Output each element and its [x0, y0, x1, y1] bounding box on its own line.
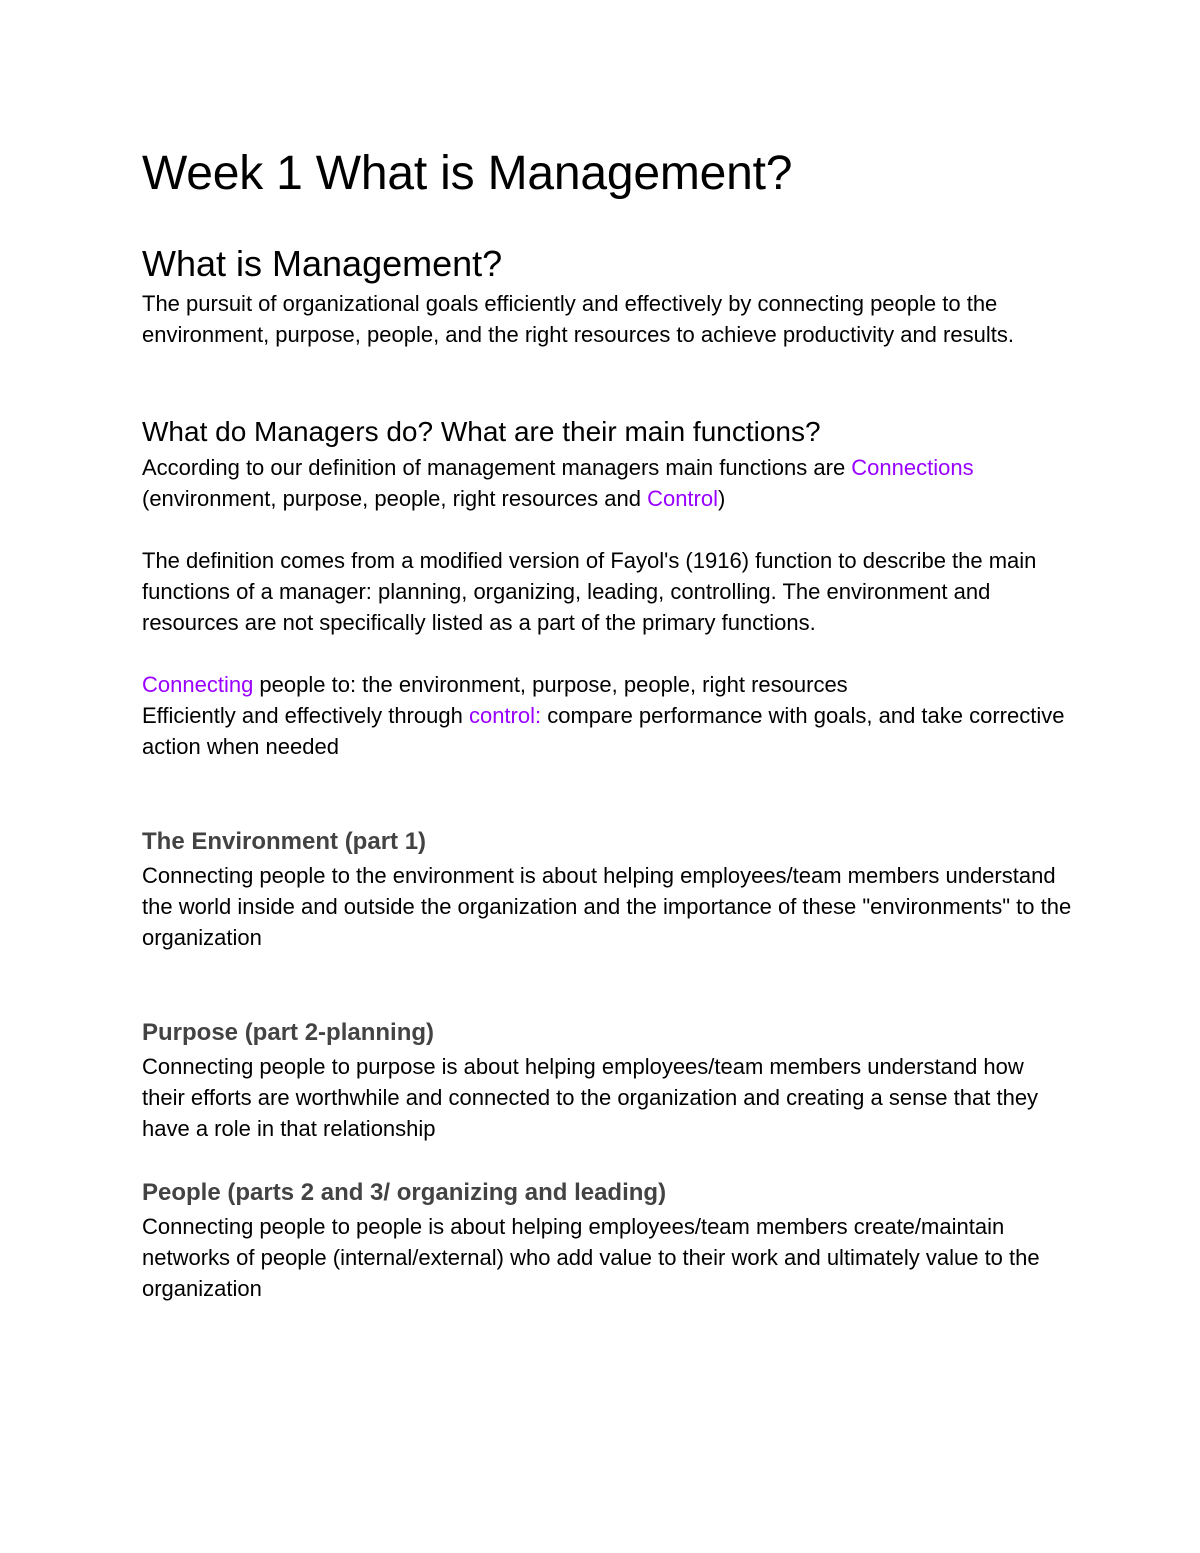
spacer [142, 514, 1072, 545]
control-term: Control [647, 486, 718, 511]
spacer [142, 762, 1072, 824]
functions-text: ) [718, 486, 726, 511]
functions-text: According to our definition of management managers main functions are [142, 455, 852, 480]
document-page [142, 138, 1072, 1304]
connections-term: Connections [851, 455, 974, 480]
people-paragraph: Connecting people to people is about helping employees/team members create/maintain networks of people (internal/external) who add value to their work and ultimately value to the organization [142, 1214, 1040, 1301]
section-heading-managers-functions: What do Managers do? What are their main functions? [142, 416, 821, 447]
connecting-text: compare performance with goals, and take corrective action when needed [142, 703, 1065, 759]
section-heading-environment: The Environment (part 1) [142, 828, 427, 855]
spacer [142, 953, 1072, 1015]
spacer [142, 638, 1072, 669]
environment-paragraph: Connecting people to the environment is about helping employees/team members understand the world inside and outside the organization and the importance of these "environments" to the organization [142, 863, 1072, 950]
functions-paragraph [142, 452, 1072, 514]
functions-text: (environment, purpose, people, right resources and [142, 486, 648, 511]
connecting-text: Efficiently and effectively through [142, 703, 469, 728]
section-heading-purpose: Purpose (part 2-planning) [142, 1019, 435, 1046]
connecting-term: Connecting [142, 672, 254, 697]
fayol-paragraph: The definition comes from a modified version of Fayol's (1916) function to describe the main functions of a manager: planning, organizing, leading, controlling. The environment and resources are not specifically listed as a part of the primary functions. [142, 548, 1037, 635]
connecting-text: people to: the environment, purpose, people, right resources [253, 672, 848, 697]
section-heading-people: People (parts 2 and 3/ organizing and leading) [142, 1179, 667, 1206]
connecting-paragraph [142, 669, 1072, 762]
management-definition: The pursuit of organizational goals efficiently and effectively by connecting people to the environment, purpose, people, and the right resources to achieve productivity and results. [142, 291, 1014, 347]
document-title: Week 1 What is Management? [142, 147, 793, 200]
spacer [142, 350, 1072, 412]
spacer [142, 1144, 1072, 1175]
control-term-lower: control: [468, 703, 542, 728]
purpose-paragraph: Connecting people to purpose is about helping employees/team members understand how their efforts are worthwhile and connected to the organization and creating a sense that they have a role in that relationship [142, 1054, 1039, 1141]
section-heading-what-is-management: What is Management? [142, 243, 503, 284]
